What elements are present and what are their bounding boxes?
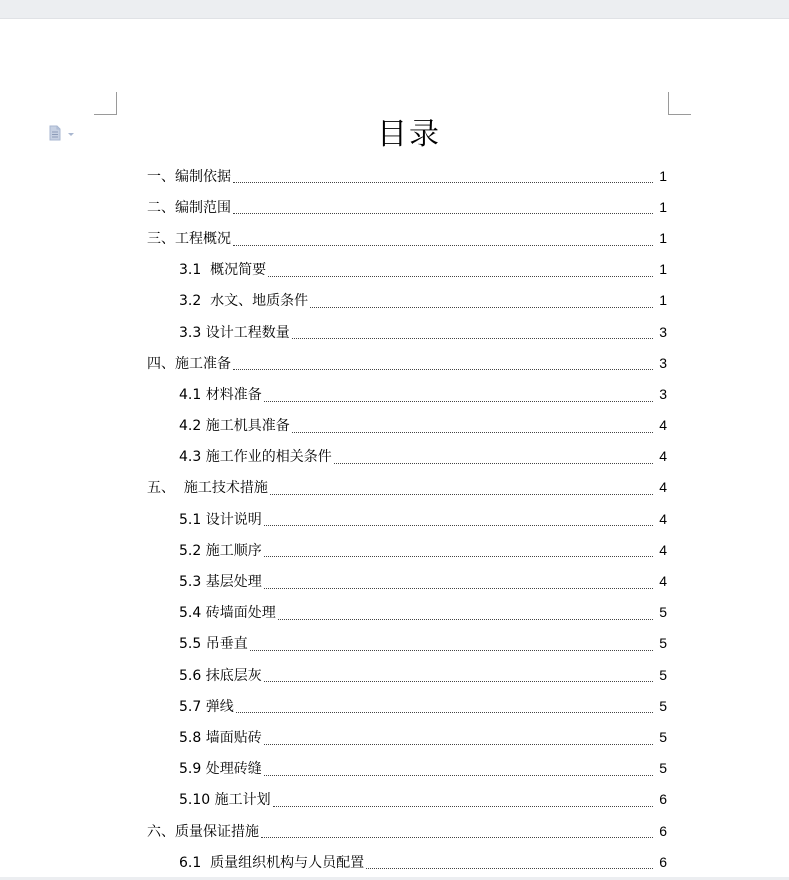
toc-page-number: 1 bbox=[659, 198, 667, 215]
toc-page-number: 5 bbox=[659, 666, 667, 683]
toc-entry-text: 5.9 处理砖缝 bbox=[179, 761, 262, 778]
toc-entry[interactable] bbox=[0, 815, 789, 846]
toc-dot-leader bbox=[292, 338, 653, 339]
toc-page-number: 5 bbox=[659, 760, 667, 777]
toc-entry[interactable] bbox=[0, 784, 789, 815]
toc-entry-text: 5.10 施工计划 bbox=[179, 792, 271, 809]
toc-entry[interactable] bbox=[0, 534, 789, 565]
toc-entry[interactable] bbox=[0, 503, 789, 534]
toc-entry-text: 5.6 抹底层灰 bbox=[179, 667, 262, 684]
toc-dot-leader bbox=[233, 182, 653, 183]
toc-entry[interactable] bbox=[0, 597, 789, 628]
toc-dot-leader bbox=[233, 245, 653, 246]
toc-page-number: 1 bbox=[659, 292, 667, 309]
toc-dot-leader bbox=[264, 744, 653, 745]
toc-dot-leader bbox=[268, 276, 653, 277]
toc-entry[interactable] bbox=[0, 565, 789, 596]
toc-entry[interactable] bbox=[0, 690, 789, 721]
toc-page-number: 5 bbox=[659, 604, 667, 621]
toc-page-number: 4 bbox=[659, 573, 667, 590]
toc-entry-text: 一、编制依据 bbox=[147, 168, 231, 185]
toc-page-number: 6 bbox=[659, 791, 667, 808]
toc-entry[interactable] bbox=[0, 846, 789, 877]
toc-entry-text: 5.8 墙面贴砖 bbox=[179, 729, 262, 746]
toc-entry-text: 三、工程概况 bbox=[147, 230, 231, 247]
toc-page-number: 1 bbox=[659, 261, 667, 278]
toc-entry-text: 六、质量保证措施 bbox=[147, 823, 259, 840]
toc-entry-text: 3.3 设计工程数量 bbox=[179, 324, 290, 341]
toc-entry[interactable] bbox=[0, 347, 789, 378]
toc-entry-text: 5.1 设计说明 bbox=[179, 511, 262, 528]
toc-page-number: 4 bbox=[659, 541, 667, 558]
toc-title: 目录 bbox=[377, 117, 441, 152]
toc-dot-leader bbox=[270, 494, 653, 495]
toc-entry-text: 4.2 施工机具准备 bbox=[179, 418, 290, 435]
toc-page-number: 6 bbox=[659, 822, 667, 839]
toc-entry[interactable] bbox=[0, 753, 789, 784]
toc-page-number: 4 bbox=[659, 479, 667, 496]
toc-dot-leader bbox=[233, 369, 653, 370]
toc-dot-leader bbox=[292, 432, 653, 433]
toc-entry-text: 五、 施工技术措施 bbox=[147, 480, 268, 497]
toc-page-number: 4 bbox=[659, 510, 667, 527]
toc-dot-leader bbox=[264, 681, 653, 682]
toc-entry-text: 5.2 施工顺序 bbox=[179, 542, 262, 559]
toc-dot-leader bbox=[264, 556, 653, 557]
toc-list bbox=[0, 160, 789, 877]
toolbar-strip bbox=[0, 0, 789, 19]
toc-dot-leader bbox=[250, 650, 653, 651]
toc-entry[interactable] bbox=[0, 222, 789, 253]
toc-entry[interactable] bbox=[0, 628, 789, 659]
toc-page-number: 1 bbox=[659, 229, 667, 246]
margin-corner-top-right bbox=[668, 92, 691, 115]
toc-entry-text: 5.7 弹线 bbox=[179, 698, 234, 715]
toc-entry-text: 四、施工准备 bbox=[147, 355, 231, 372]
toc-entry-text: 3.1 概况简要 bbox=[179, 262, 267, 279]
toc-entry-text: 4.3 施工作业的相关条件 bbox=[179, 449, 332, 466]
toc-entry-text: 6.1 质量组织机构与人员配置 bbox=[179, 854, 365, 871]
toc-entry-text: 4.1 材料准备 bbox=[179, 386, 262, 403]
toc-entry-text: 5.4 砖墙面处理 bbox=[179, 605, 276, 622]
toc-entry[interactable] bbox=[0, 378, 789, 409]
toc-dot-leader bbox=[366, 868, 653, 869]
toc-dot-leader bbox=[264, 588, 653, 589]
toc-entry[interactable] bbox=[0, 721, 789, 752]
document-page bbox=[0, 19, 789, 877]
toc-entry-text: 3.2 水文、地质条件 bbox=[179, 293, 309, 310]
margin-corner-top-left bbox=[94, 92, 117, 115]
toc-dot-leader bbox=[261, 837, 653, 838]
toc-page-number: 5 bbox=[659, 697, 667, 714]
toc-entry-text: 5.3 基层处理 bbox=[179, 574, 262, 591]
toc-page-number: 4 bbox=[659, 417, 667, 434]
toc-page-number: 5 bbox=[659, 728, 667, 745]
toc-page-number: 3 bbox=[659, 354, 667, 371]
toc-entry[interactable] bbox=[0, 285, 789, 316]
toc-entry[interactable] bbox=[0, 441, 789, 472]
toc-entry[interactable] bbox=[0, 410, 789, 441]
toc-entry[interactable] bbox=[0, 191, 789, 222]
toc-dot-leader bbox=[310, 307, 653, 308]
toc-entry-text: 二、编制范围 bbox=[147, 199, 231, 216]
toc-entry[interactable] bbox=[0, 254, 789, 285]
toc-dot-leader bbox=[264, 401, 653, 402]
toc-page-number: 6 bbox=[659, 853, 667, 870]
toc-page-number: 5 bbox=[659, 635, 667, 652]
toc-page-number: 4 bbox=[659, 448, 667, 465]
toc-entry[interactable] bbox=[0, 472, 789, 503]
toc-entry[interactable] bbox=[0, 160, 789, 191]
toc-dot-leader bbox=[264, 775, 653, 776]
toc-dot-leader bbox=[334, 463, 653, 464]
toc-page-number: 3 bbox=[659, 323, 667, 340]
toc-page-number: 3 bbox=[659, 385, 667, 402]
toc-dot-leader bbox=[233, 213, 653, 214]
toc-entry[interactable] bbox=[0, 316, 789, 347]
toc-dot-leader bbox=[278, 619, 653, 620]
toc-dot-leader bbox=[236, 712, 653, 713]
toc-dot-leader bbox=[273, 806, 653, 807]
toc-entry-text: 5.5 吊垂直 bbox=[179, 636, 248, 653]
toc-page-number: 1 bbox=[659, 167, 667, 184]
toc-entry[interactable] bbox=[0, 659, 789, 690]
toc-dot-leader bbox=[264, 525, 653, 526]
